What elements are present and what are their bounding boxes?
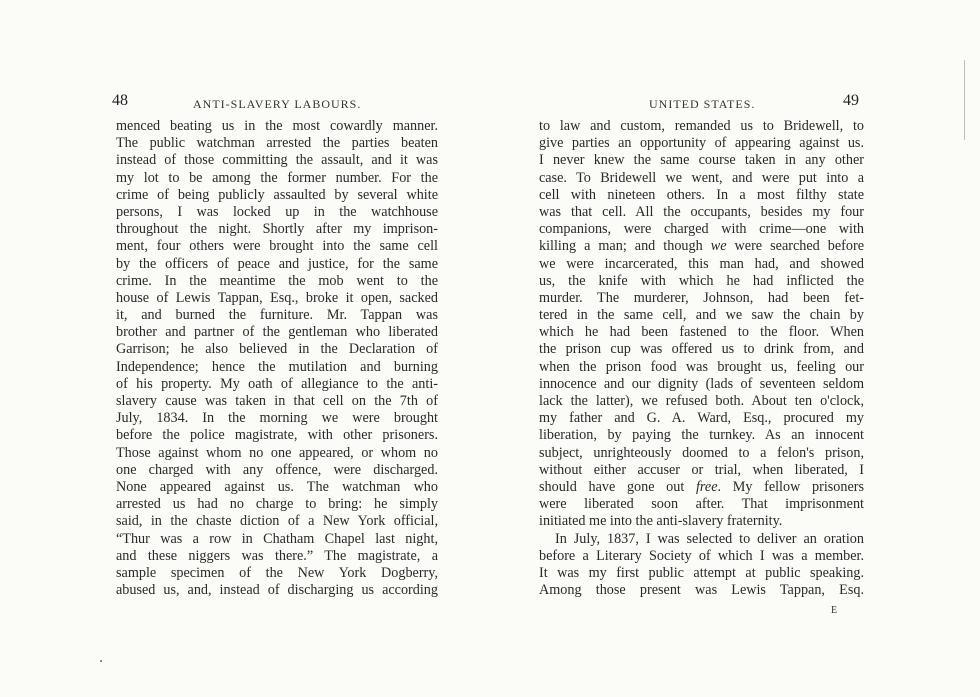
text-line: subject, unrighteously doomed to a felon's prison, xyxy=(539,444,864,461)
text-line: lack the latter), we refused both. About ten o'clock, xyxy=(539,393,864,409)
text-line: slavery cause was taken in that cell on the 7th of xyxy=(116,393,438,409)
right-page xyxy=(490,0,980,697)
text-line: us, the knife with which he had inflicted the xyxy=(539,272,864,289)
text-line: Among those present was Lewis Tappan, Esq. xyxy=(539,582,864,599)
italic-word: we xyxy=(710,238,727,255)
text-line: July, 1834. In the morning we were brought xyxy=(116,410,438,427)
text-line: brother and partner of the gentleman who liberated xyxy=(116,324,438,341)
page-edge-line xyxy=(964,60,965,140)
text-line: murder. The murderer, Johnson, had been fet- xyxy=(539,289,864,306)
text-line: In July, 1837, I was selected to deliver an oration xyxy=(555,530,864,547)
text-line: cell with nineteen others. In a most filthy state xyxy=(539,186,864,203)
text-line: initiated me into the anti-slavery fraternity. xyxy=(539,513,783,530)
text-line: instead of those committing the assault, and it was xyxy=(116,152,438,169)
text-line: house of Lewis Tappan, Esq., broke it open, sacked xyxy=(116,289,438,306)
text-line: “Thur was a row in Chatham Chapel last night, xyxy=(116,530,438,547)
running-head: UNITED STATES. xyxy=(649,97,756,111)
text-line: it, and burned the furniture. Mr. Tappan was xyxy=(116,307,438,324)
text-line: were liberated soon after. That imprisonment xyxy=(539,496,864,513)
text-line: one charged with any offence, were discharged. xyxy=(116,461,438,478)
text-line: said, in the chaste diction of a New York official, xyxy=(116,513,438,530)
text-line: give parties an opportunity of appearing against us. xyxy=(539,135,864,152)
text-line: The public watchman arrested the parties beaten xyxy=(116,135,438,152)
text-line: should have gone out free. My fellow prisoners xyxy=(539,478,865,495)
text-line: and these niggers was there.” The magistrate, a xyxy=(116,547,438,564)
text-line: Garrison; he also believed in the Declaration of xyxy=(116,341,438,358)
text-line: I never knew the same course taken in any other xyxy=(539,152,864,169)
text-line: the prison cup was offered us to drink from, and xyxy=(539,341,864,358)
text-line: It was my first public attempt at public speaking. xyxy=(539,564,864,581)
text-line: sample specimen of the New York Dogberry, xyxy=(116,564,438,581)
text-line: tered in the same cell, and we saw the chain by xyxy=(539,307,864,324)
text-line: before the police magistrate, with other prisoners. xyxy=(116,427,438,444)
body-text xyxy=(116,118,438,599)
text-line: None appeared against us. The watchman who xyxy=(116,478,438,495)
text-line: Those against whom no one appeared, or whom no xyxy=(116,444,438,461)
page-number: 48 xyxy=(112,92,128,109)
text-line: which he had been fastened to the floor. When xyxy=(539,324,864,341)
text-line: abused us, and, instead of discharging us according xyxy=(116,582,438,599)
body-text xyxy=(539,118,864,599)
text-line: arrested us had no charge to bring: he simply xyxy=(116,496,438,513)
text-line: of his property. My oath of allegiance to the anti- xyxy=(116,375,438,392)
text-line: persons, I was locked up in the watchhouse xyxy=(116,203,438,220)
text-line: case. To Bridewell we went, and were put into a xyxy=(539,169,864,186)
text-line: before a Literary Society of which I was a member. xyxy=(539,547,864,564)
text-line: by the officers of peace and justice, for the same xyxy=(116,255,438,272)
text-line: without either accuser or trial, when liberated, I xyxy=(539,461,864,478)
page-speck xyxy=(100,660,102,662)
text-line: ment, four others were brought into the same cell xyxy=(116,238,438,255)
text-line: was that cell. All the occupants, besides my four xyxy=(539,203,864,220)
text-line: to law and custom, remanded us to Bridewell, to xyxy=(539,118,864,134)
text-line: when the prison food was brought us, feeling our xyxy=(539,358,864,375)
text-line: my father and G. A. Ward, Esq., procured my xyxy=(539,410,864,427)
italic-word: free xyxy=(695,478,718,495)
text-line: menced beating us in the most cowardly manner. xyxy=(116,118,438,134)
text-line: liberation, by paying the turnkey. As an innocent xyxy=(539,427,864,444)
text-line: Independence; hence the mutilation and burning xyxy=(116,358,438,375)
text-line: crime. In the meantime the mob went to the xyxy=(116,272,438,289)
text-line: my lot to be among the former number. For the xyxy=(116,169,438,186)
text-line: we were incarcerated, this man had, and showed xyxy=(539,255,864,272)
text-line: killing a man; and though we were searched before xyxy=(539,238,865,255)
page-number: 49 xyxy=(843,92,859,109)
text-line: throughout the night. Shortly after my imprison- xyxy=(116,221,438,238)
text-line: innocence and our dignity (lads of seventeen seldom xyxy=(539,375,864,392)
running-head: ANTI-SLAVERY LABOURS. xyxy=(193,97,362,111)
signature-mark: E xyxy=(831,605,839,616)
text-line: companions, were charged with crime—one with xyxy=(539,221,864,238)
text-line: crime of being publicly assaulted by several white xyxy=(116,186,438,203)
